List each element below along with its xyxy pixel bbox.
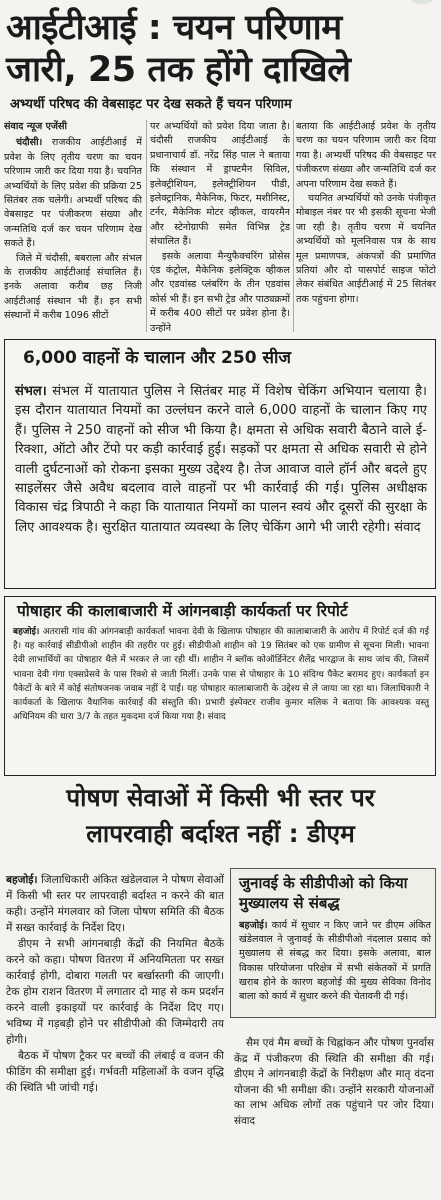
paragraph-text: राजकीय आईटीआई में प्रवेश के लिए तृतीय चरण का चयन परिणाम जारी कर दिया गया है। चयनित अभ्यर्थियों के लिए प्रवेश की प्रक्रिया 25 सितंबर तक चलेगी। अभ्यर्थी परिषद की वेबसाइट पर पंजीकरण संख्या और जन्मतिथि दर्ज कर चयन परिणाम देख सकते हैं। [4,137,142,250]
main-headline-line1: आईटीआई : चयन परिणाम [6,8,342,48]
main-story-column-2 [150,120,290,336]
main-story-paragraph: चयनित अभ्यर्थियों को उनके पंजीकृत मोबाइल नंबर पर भी इसकी सूचना भेजी जा रही है। तृतीय चरण में चयनित अभ्यर्थियों को मूलनिवास पत्र के साथ मूल प्रमाणपत्र, अंकपत्रों की प्रमाणित प्रतियां और दो पासपोर्ट साइज फोटो लेकर संबंधित आईटीआई में 25 सितंबर तक पहुंचना होगा। [296,193,436,305]
page-top-edge [0,0,441,6]
main-headline-line2: जारी, 25 तक होंगे दाखिले [6,50,351,90]
traffic-body [15,382,427,537]
cdpo-body [239,919,431,1004]
main-story-paragraph: जिले में चंदौसी, बबराला और संभल के राजकीय आईटीआई संचालित हैं। इनके अलावा करीब छह निजी आईटीआई संस्थान भी हैं। इन सभी संस्थानों में करीब 1096 सीटों [4,252,142,322]
dm-headline-line1: पोषण सेवाओं में किसी भी स्तर पर [66,783,375,812]
main-story-column-3 [296,120,436,336]
corner-artifact [409,0,435,4]
dm-paragraph [6,872,224,936]
main-story-paragraph: बताया कि आईटीआई प्रवेश के तृतीय चरण का चयन परिणाम जारी कर दिया गया है। अभ्यर्थी परिषद की वेबसाइट पर पंजीकरण संख्या और जन्मतिथि दर्ज कर अपना परिणाम देख सकते हैं। [296,121,436,190]
main-story-paragraph: इसके अलावा मैन्युफैक्चरिंग प्रोसेस एंड कंट्रोल, मैकेनिक इलेक्ट्रिक व्हीकल और एडवांस्ड प्लंबरिंग के तीन एडवांस कोर्स भी हैं। इन सभी ट्रेड और पाठ्यक्रमों में करीब 400 सीटों पर प्रवेश होना है। उन्होंने [150,250,290,334]
nutrition-body [13,625,429,724]
column-divider [146,120,147,332]
cdpo-body-text: कार्य में सुधार न किए जाने पर डीएम अंकित खंडेलवाल ने जुनावई के सीडीपीओ नंदलाल प्रसाद को मुख्यालय से संबद्ध कर दिया। इसके अलावा, बाल विकास परियोजना परिक्षेत्र में सभी संकेतकों में प्रगति खराब होने के कारण बहजोई की मुख्य सेविका विनोद बाला को कार्य में सुधार करने की चेतावनी दी गई। [239,920,431,1003]
cdpo-headline: जुनावई के सीडीपीओ को किया मुख्यालय से संबद्ध [239,874,408,912]
main-story-paragraph [4,136,142,251]
nutrition-headline: पोषाहार की कालाबाजारी में आंगनबाड़ी कार्यकर्ता पर रिपोर्ट [17,602,348,620]
dateline: बहजोई। [13,627,40,637]
main-story-paragraph: पर अभ्यर्थियों को प्रवेश दिया जाता है। चंदौसी राजकीय आईटीआई के प्रधानाचार्य डॉ. नरेंद्र सिंह पाल ने बताया कि संस्थान में ड्राफ्टमैन सिविल, इलेक्ट्रीशियन, इलेक्ट्रीशियन पीडी, इलेक्ट्रानिक, मैकेनिक, फिटर, मशीनिस्ट, टर्नर, मैकेनिक मोटर व्हीकल, वायरमैन और स्टेनोग्राफी समेत विभिन्न ट्रेड संचालित हैं। [150,121,290,248]
column-divider [293,120,294,332]
traffic-headline: 6,000 वाहनों के चालान और 250 सीज [23,348,291,368]
main-subheadline: अभ्यर्थी परिषद की वेबसाइट पर देख सकते हैं चयन परिणाम [10,97,292,112]
dateline: संभल। [15,384,47,399]
traffic-body-text: संभल में यातायात पुलिस ने सितंबर माह में विशेष चेकिंग अभियान चलाया है। इस दौरान यातायात नियमों का उल्लंघन करने वाले 6,000 वाहनों के चालान किए गए हैं। पुलिस ने 250 वाहनों को सीज भी किया है। क्षमता से अधिक सवारी बैठाने वाले ई-रिक्शा, ऑटो और टेंपो पर कड़ी कार्रवाई हुई। सड़कों पर क्षमता से अधिक सवारी से होने वाली दुर्घटनाओं को रोकना इसका मुख्य उद्देश्य है। तेज आवाज वाले हॉर्न और बदले हुए साइलेंसर जैसे अवैध बदलाव वाले वाहनों पर भी कार्रवाई की गई। पुलिस अधीक्षक विकास चंद्र त्रिपाठी ने कहा कि यातायात नियमों का पालन स्वयं और दूसरों की सुरक्षा के लिए आवश्यक है। सुरक्षित यातायात व्यवस्था के लिए चेकिंग आगे भी जारी रहेगी। संवाद [15,384,427,535]
cdpo-story-box [230,868,436,1018]
dm-story-column-1 [6,872,224,1096]
dateline: बहजोई। [6,874,38,886]
main-story-column-1 [4,120,142,336]
traffic-story-box [4,339,436,589]
dateline: चंदौसी। [16,137,43,149]
dm-paragraph: डीएम ने सभी आंगनबाड़ी केंद्रों की नियमित बैठकें करने को कहा। पोषण वितरण में अनियमितता पर सख्त कार्रवाई होगी, दोबारा गलती पर बर्खास्तगी की जाएगी। टेक होम राशन वितरण में लगातार दो माह से कम प्रदर्शन करने वाली इकाइयों पर कार्रवाई के निर्देश दिए गए। भविष्य में गड़बड़ी होने पर सीडीपीओ की जिम्मेदारी तय होगी। [6,938,224,1046]
dm-headline-line2: लापरवाही बर्दाश्त नहीं : डीएम [86,819,355,848]
byline: संवाद न्यूज एजेंसी [4,121,67,132]
nutrition-body-text: अतरासी गांव की आंगनबाड़ी कार्यकर्ता भावना देवी के खिलाफ पोषाहार की कालाबाजारी के आरोप में रिपोर्ट दर्ज की गई है। यह कार्रवाई सीडीपीओ शाहीन की तहरीर पर हुई। सीडीपीओ शाहीन को 19 सितंबर को एक ग्रामीण से सूचना मिली। भावना देवी लाभार्थियों का पोषाहार थैले में भरकर ले जा रही थीं। शाहीन ने ब्लॉक कोऑर्डिनेटर शैलेंद्र भारद्वाज के साथ जांच की, जिसमें भावना देवी गंगा एक्सप्रेसवे के पास रिक्शे से जाती मिलीं। उनके पास से पोषाहार के 10 संदिग्ध पैकेट बरामद हुए। कार्यकर्ता इन पैकेटों के बारे में कोई संतोषजनक जवाब नहीं दे पाईं। यह पोषाहार कालाबाजारी के उद्देश्य से ले जाया जा रहा था। जिलाधिकारी ने कार्यकर्ता के खिलाफ वैधानिक कार्रवाई की संस्तुति की। प्रभारी इंस्पेक्टर राजीव कुमार मलिक ने बताया कि आवश्यक वस्तु अधिनियम की धारा 3/7 के तहत मुकदमा दर्ज किया गया है। संवाद [13,627,429,723]
dm-paragraph: बैठक में पोषण ट्रैकर पर बच्चों की लंबाई व वजन की फीडिंग की समीक्षा हुई। गर्भवती महिलाओं के वजन वृद्धि की स्थिति भी जांची गई। [6,1050,224,1094]
dateline: बहजोई। [239,920,268,931]
dm-paragraph: सैम एवं मैम बच्चों के चिह्नांकन और पोषण पुनर्वास केंद्र में पंजीकरण की स्थिति की समीक्षा की गई। डीएम ने आंगनबाड़ी केंद्रों के निरीक्षण और मातृ वंदना योजना की भी समीक्षा की। उन्होंने सरकारी योजनाओं का लाभ अधिक लोगों तक पहुंचाने पर जोर दिया। संवाद [234,1037,434,1127]
nutrition-story-box [4,596,436,776]
paragraph-text: जिलाधिकारी अंकित खंडेलवाल ने पोषण सेवाओं में किसी भी स्तर पर लापरवाही बर्दाश्त न करने की बात कही। उन्होंने मंगलवार को जिला पोषण समिति की बैठक में सख्त कार्रवाई के निर्देश दिए। [6,874,224,934]
dm-story-column-2 [234,1036,434,1130]
